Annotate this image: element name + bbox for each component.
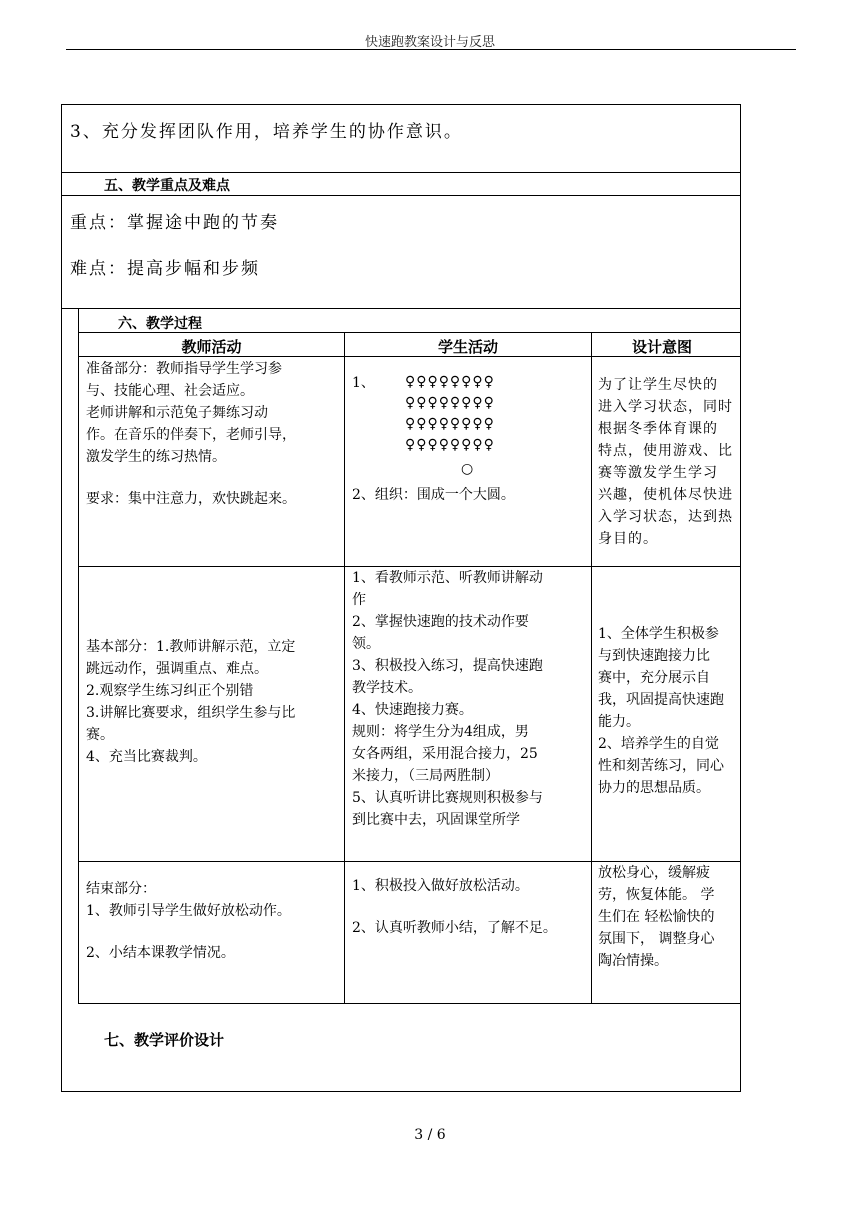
- end-intent-line: 氛围下， 调整身心: [598, 931, 715, 947]
- basic-teacher-cell: [86, 636, 342, 768]
- prep-teacher-line: 准备部分：教师指导学生学习参: [86, 361, 282, 377]
- basic-teacher-line: 基本部分：1.教师讲解示范，立定: [86, 639, 296, 655]
- formation-row: ♀♀♀♀♀♀♀♀: [405, 437, 495, 453]
- formation-label: 1、: [352, 375, 375, 391]
- end-student-line: 1、积极投入做好放松活动。: [352, 878, 529, 894]
- rule-below-section5-title: [61, 195, 741, 196]
- prep-teacher-cell: [86, 358, 342, 510]
- end-intent-line: 劳，恢复体能。 学: [598, 887, 715, 903]
- end-teacher-line: 2、小结本课教学情况。: [86, 945, 235, 961]
- basic-student-line: 作: [352, 592, 366, 608]
- basic-student-line: 领。: [352, 636, 380, 652]
- basic-teacher-line: 3.讲解比赛要求，组织学生参与比: [86, 705, 296, 721]
- end-intent-line: 放松身心，缓解疲: [598, 865, 710, 881]
- section7-title: 七、教学评价设计: [104, 1031, 225, 1049]
- rule-above-section5: [61, 172, 741, 173]
- page-number: 3 / 6: [414, 1127, 446, 1143]
- basic-intent-line: 协力的思想品质。: [598, 780, 710, 796]
- section5-title: 五、教学重点及难点: [104, 178, 230, 194]
- prep-teacher-requirement: 要求：集中注意力，欢快跳起来。: [86, 491, 296, 507]
- end-student-line: 2、认真听教师小结，了解不足。: [352, 920, 557, 936]
- basic-intent-line: 与到快速跑接力比: [598, 648, 710, 664]
- basic-intent-line: 我，巩固提高快速跑: [598, 692, 724, 708]
- basic-intent-line: 能力。: [598, 714, 640, 730]
- end-student-cell: [352, 875, 590, 939]
- basic-teacher-line: 2.观察学生练习纠正个别错: [86, 683, 254, 699]
- formation-row: ♀♀♀♀♀♀♀♀: [405, 395, 495, 411]
- basic-intent-line: 赛中，充分展示自: [598, 670, 710, 686]
- prep-teacher-line: 与、技能心理、社会适应。: [86, 383, 254, 399]
- basic-intent-line: 1、全体学生积极参: [598, 626, 719, 642]
- end-teacher-line: 1、教师引导学生做好放松动作。: [86, 903, 291, 919]
- column-header-student: 学生活动: [437, 338, 498, 356]
- basic-student-line: 教学技术。: [352, 680, 422, 696]
- prep-intent-line: 进入学习状态，同时: [598, 399, 733, 415]
- column-header-intent: 设计意图: [632, 338, 693, 356]
- difficulty: 难点：提高步幅和步频: [70, 259, 260, 279]
- prep-teacher-line: 激发学生的练习热情。: [86, 449, 226, 465]
- basic-student-line: 5、认真听讲比赛规则积极参与: [352, 790, 543, 806]
- rule-above-section6: [61, 308, 741, 309]
- prep-intent-line: 兴趣，使机体尽快进: [598, 487, 733, 503]
- formation-row: ♀♀♀♀♀♀♀♀: [405, 374, 495, 390]
- prep-intent-line: 赛等激发学生学习: [598, 465, 718, 481]
- end-intent-line: 陶冶情操。: [598, 953, 668, 969]
- basic-student-line: 1、看教师示范、听教师讲解动: [352, 570, 543, 586]
- column-divider-2: [591, 332, 592, 1004]
- prep-intent-line: 入学习状态，达到热: [598, 509, 733, 525]
- key-point: 重点：掌握途中跑的节奏: [70, 213, 279, 233]
- end-intent-line: 生们在 轻松愉快的: [598, 909, 715, 925]
- process-table-left-border: [78, 308, 79, 1004]
- objective-3: 3、充分发挥团队作用，培养学生的协作意识。: [70, 122, 463, 142]
- basic-student-cell: [352, 567, 590, 831]
- column-header-teacher: 教师活动: [181, 338, 242, 356]
- prep-teacher-line: 老师讲解和示范兔子舞练习动: [86, 405, 268, 421]
- basic-teacher-line: 4、充当比赛裁判。: [86, 749, 207, 765]
- prep-intent-line: 身目的。: [598, 531, 658, 547]
- basic-student-line: 规则：将学生分为4组成，男: [352, 724, 529, 740]
- prep-student-organization: 2、组织：围成一个大圆。: [352, 487, 515, 503]
- basic-student-line: 女各两组，采用混合接力，25: [352, 746, 538, 762]
- column-divider-1: [344, 332, 345, 1004]
- basic-student-line: 米接力，（三局两胜制）: [352, 768, 499, 784]
- prep-intent-line: 根据冬季体育课的: [598, 421, 718, 437]
- teacher-position-mark: ○: [461, 461, 474, 477]
- basic-student-line: 2、掌握快速跑的技术动作要: [352, 614, 529, 630]
- basic-intent-cell: [598, 623, 741, 799]
- basic-intent-line: 性和刻苦练习，同心: [598, 758, 724, 774]
- formation-diagram: [405, 372, 545, 456]
- basic-teacher-line: 跳远动作，强调重点、难点。: [86, 661, 268, 677]
- basic-intent-line: 2、培养学生的自觉: [598, 736, 719, 752]
- formation-row: ♀♀♀♀♀♀♀♀: [405, 416, 495, 432]
- page-header-title: 快速跑教案设计与反思: [364, 35, 495, 50]
- prep-teacher-line: 作。在音乐的伴奏下，老师引导，: [86, 427, 296, 443]
- end-teacher-line: 结束部分：: [86, 881, 156, 897]
- end-teacher-cell: [86, 878, 342, 964]
- rule-below-end-row: [78, 1003, 741, 1004]
- prep-intent-line: 为了让学生尽快的: [598, 377, 718, 393]
- basic-student-line: 4、快速跑接力赛。: [352, 702, 473, 718]
- end-intent-cell: [598, 862, 741, 972]
- prep-intent-cell: [598, 374, 741, 550]
- basic-teacher-line: 赛。: [86, 727, 114, 743]
- prep-intent-line: 特点，使用游戏、比: [598, 443, 733, 459]
- basic-student-line: 到比赛中去，巩固课堂所学: [352, 812, 520, 828]
- page-header-rule: [66, 49, 796, 50]
- section6-title: 六、教学过程: [118, 316, 202, 332]
- basic-student-line: 3、积极投入练习，提高快速跑: [352, 658, 543, 674]
